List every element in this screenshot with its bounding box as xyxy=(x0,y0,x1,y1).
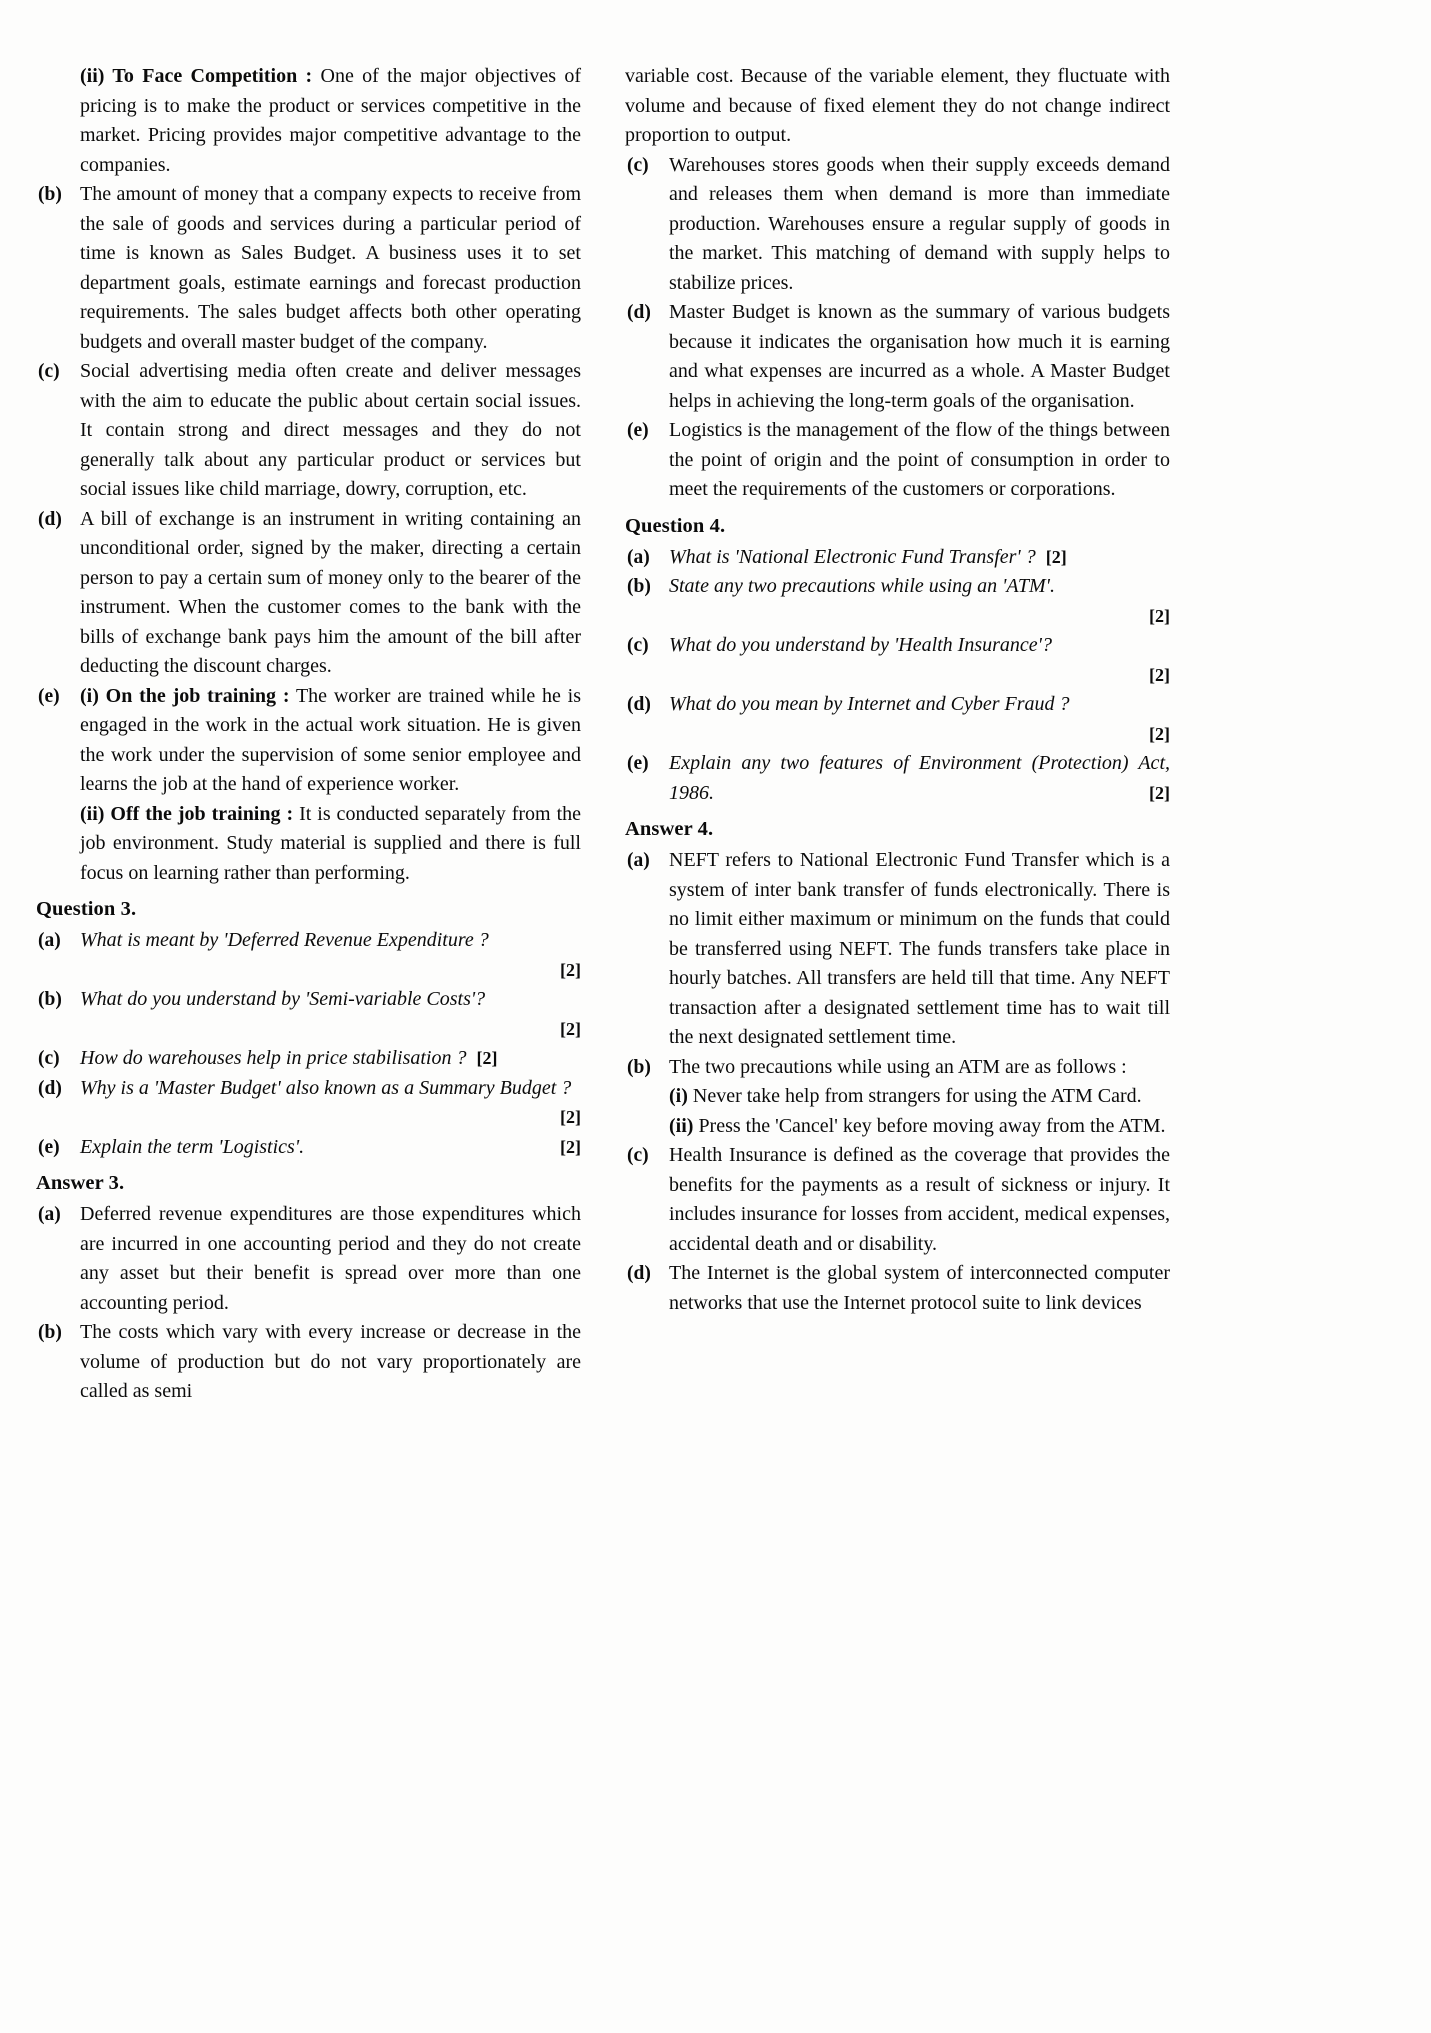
answer-4-item-a xyxy=(625,846,1170,1053)
answer-4-item-d xyxy=(625,1259,1170,1318)
marks-badge: [2] xyxy=(1149,664,1170,685)
item-label: (c) xyxy=(627,154,649,176)
question-3-item-e xyxy=(36,1133,581,1163)
item-text: The Internet is the global system of interconnected computer networks that use the Internet protocol suite to link devices xyxy=(669,1262,1170,1314)
answer-4-heading: Answer 4. xyxy=(625,818,714,840)
precaution-one-lead: (i) xyxy=(669,1085,688,1107)
item-text xyxy=(669,1053,1170,1142)
question-text: How do warehouses help in price stabilisation ? xyxy=(80,1047,467,1069)
answer-item-e xyxy=(625,416,1170,505)
item-label: (e) xyxy=(38,1136,60,1158)
item-text: Deferred revenue expenditures are those expenditures which are incurred in one accounting period and they do not create any asset but their benefit is spread over more than one accounting period. xyxy=(80,1203,581,1314)
left-column xyxy=(36,62,581,2023)
question-text-wrap xyxy=(669,749,1170,808)
item-label: (c) xyxy=(38,1048,60,1069)
answer-item-d xyxy=(625,298,1170,416)
on-the-job-training-text: The worker are trained while he is engaged in the work in the actual work situation. He is given the work under the supervision of some senior employee and learns the job at the hand of experience worker. xyxy=(80,684,582,795)
question-4-heading: Question 4. xyxy=(625,514,726,537)
question-text-wrap xyxy=(80,1044,581,1074)
item-text: Warehouses stores goods when their supply exceeds demand and releases them when demand is more than immediate production. Warehouses ensure a regular supply of goods in the market. This matching of demand with supply helps to stabilize prices. xyxy=(669,153,1170,294)
question-3-heading: Question 3. xyxy=(36,898,137,920)
question-4-item-a xyxy=(625,543,1170,573)
item-text: NEFT refers to National Electronic Fund Transfer which is a system of inter bank transfer of funds electronically. There is no limit either maximum or minimum on the funds that could be transferred using NEFT. The funds transfers take place in hourly batches. All transfers are held till that time. Any NEFT transaction after a designated settlement time has to wait till the next designated settlement time. xyxy=(669,849,1170,1048)
marks-badge: [2] xyxy=(1149,782,1170,803)
question-text-wrap xyxy=(669,543,1170,573)
item-label: (e) xyxy=(627,753,649,774)
precaution-two-text: Press the 'Cancel' key before moving away from the ATM. xyxy=(693,1114,1166,1137)
marks-badge: [2] xyxy=(1149,605,1170,626)
off-the-job-training-lead: (ii) Off the job training : xyxy=(80,802,294,825)
question-3-item-a xyxy=(36,926,581,985)
answer-3-item-b xyxy=(36,1318,581,1407)
question-text: What is 'National Electronic Fund Transfer' ? xyxy=(669,545,1036,568)
item-label: (b) xyxy=(38,1322,62,1343)
question-text-wrap xyxy=(669,690,1170,749)
answer-4-item-b xyxy=(625,1053,1170,1142)
continuation-text: variable cost. Because of the variable element, they fluctuate with volume and because of fixed element they do not change indirect proportion to output. xyxy=(625,65,1170,146)
item-label: (e) xyxy=(38,685,60,707)
answer-item-b xyxy=(36,180,581,357)
atm-precautions-intro: The two precautions while using an ATM are as follows : xyxy=(669,1055,1127,1078)
item-label: (b) xyxy=(38,989,62,1010)
item-label: (e) xyxy=(627,420,649,441)
item-text: Logistics is the management of the flow of the things between the point of origin and the point of consumption in order to meet the requirements of the customers or corporations. xyxy=(669,419,1170,500)
answer-4-item-c xyxy=(625,1141,1170,1259)
item-text: Social advertising media often create and deliver messages with the aim to educate the public about certain social issues. It contain strong and direct messages and they do not generally talk about any particular product or services but social issues like child marriage, dowry, corruption, etc. xyxy=(80,360,581,500)
paragraph-continuation xyxy=(625,62,1170,151)
question-text-wrap xyxy=(80,1074,581,1133)
item-label: (b) xyxy=(627,1056,651,1078)
item-text: The costs which vary with every increase or decrease in the volume of production but do not vary proportionately are called as semi xyxy=(80,1321,581,1402)
question-text-wrap xyxy=(669,572,1170,631)
question-4-item-c xyxy=(625,631,1170,690)
item-label: (c) xyxy=(627,1145,649,1166)
on-the-job-training-lead: (i) On the job training : xyxy=(80,684,290,707)
question-text: Explain the term 'Logistics'. xyxy=(80,1135,305,1158)
marks-badge: [2] xyxy=(560,1136,581,1157)
marks-badge: [2] xyxy=(560,1018,581,1039)
item-label: (d) xyxy=(38,1077,62,1099)
question-3-item-c xyxy=(36,1044,581,1074)
question-text: Why is a 'Master Budget' also known as a Summary Budget ? xyxy=(80,1076,572,1099)
two-column-layout xyxy=(36,62,1395,2023)
marks-badge: [2] xyxy=(560,959,581,980)
question-text: What do you mean by Internet and Cyber Fraud ? xyxy=(669,693,1070,715)
question-3-item-b xyxy=(36,985,581,1044)
item-label: (b) xyxy=(38,184,62,205)
item-label: (d) xyxy=(627,302,651,323)
item-text xyxy=(80,682,581,889)
item-text: The amount of money that a company expects to receive from the sale of goods and services during a particular period of time is known as Sales Budget. A business uses it to set department goals, estimate earnings and forecast production requirements. The sales budget affects both other operating budgets and overall master budget of the company. xyxy=(80,183,581,353)
right-column xyxy=(625,62,1170,2023)
marks-badge: [2] xyxy=(1045,546,1067,567)
answer-item-d xyxy=(36,505,581,682)
item-label: (c) xyxy=(627,635,649,656)
question-4-item-e xyxy=(625,749,1170,808)
item-label: (a) xyxy=(38,1204,61,1225)
question-text: What do you understand by 'Semi-variable Costs'? xyxy=(80,988,486,1010)
off-the-job-training-text: It is conducted separately from the job environment. Study material is supplied and there is full focus on learning rather than performing. xyxy=(80,802,582,884)
item-label: (a) xyxy=(38,930,61,951)
question-text: What is meant by 'Deferred Revenue Expenditure ? xyxy=(80,929,489,951)
precaution-two-lead: (ii) xyxy=(669,1114,694,1137)
question-text: What do you understand by 'Health Insurance'? xyxy=(669,634,1052,656)
item-label: (d) xyxy=(38,508,62,530)
answer-item-e xyxy=(36,682,581,889)
precaution-one-text: Never take help from strangers for using the ATM Card. xyxy=(687,1085,1142,1107)
item-label: (c) xyxy=(38,361,60,382)
answer-3-heading: Answer 3. xyxy=(36,1172,125,1194)
question-4-item-d xyxy=(625,690,1170,749)
item-label: (a) xyxy=(627,546,650,568)
marks-badge: [2] xyxy=(476,1048,498,1068)
item-label: (d) xyxy=(627,694,651,715)
item-label: (a) xyxy=(627,850,650,871)
question-text-wrap xyxy=(80,985,581,1044)
question-3-item-d xyxy=(36,1074,581,1133)
sub-item-text: One of the major objectives of pricing is to make the product or services competitive in the market. Pricing provides major competitive advantage to the companies. xyxy=(80,65,581,176)
answer-3-item-a xyxy=(36,1200,581,1318)
question-text: State any two precautions while using an 'ATM'. xyxy=(669,575,1055,597)
paragraph-continuation xyxy=(80,62,581,180)
item-text: Master Budget is known as the summary of various budgets because it indicates the organisation how much it is earning and what expenses are incurred as a whole. A Master Budget helps in achieving the long-term goals of the organisation. xyxy=(669,301,1170,412)
question-text-wrap xyxy=(669,631,1170,690)
question-4-item-b xyxy=(625,572,1170,631)
answer-item-c xyxy=(625,151,1170,299)
sub-item-lead-label: (ii) To Face Competition : xyxy=(80,65,313,87)
item-label: (d) xyxy=(627,1263,651,1284)
marks-badge: [2] xyxy=(560,1107,581,1127)
marks-badge: [2] xyxy=(1149,723,1170,744)
question-text: Explain any two features of Environment (Protection) Act, 1986. xyxy=(669,752,1170,804)
item-label: (b) xyxy=(627,576,651,597)
question-text-wrap xyxy=(80,1133,581,1163)
answer-item-c xyxy=(36,357,581,505)
question-text-wrap xyxy=(80,926,581,985)
item-text: A bill of exchange is an instrument in writing containing an unconditional order, signed by the maker, directing a certain person to pay a certain sum of money only to the bearer of the instrument. When the customer comes to the bank with the bills of exchange bank pays him the amount of the bill after deducting the discount charges. xyxy=(80,507,581,677)
item-text: Health Insurance is defined as the coverage that provides the benefits for the payments as a result of sickness or injury. It includes insurance for losses from accident, medical expenses, accidental death and or disability. xyxy=(669,1144,1170,1255)
